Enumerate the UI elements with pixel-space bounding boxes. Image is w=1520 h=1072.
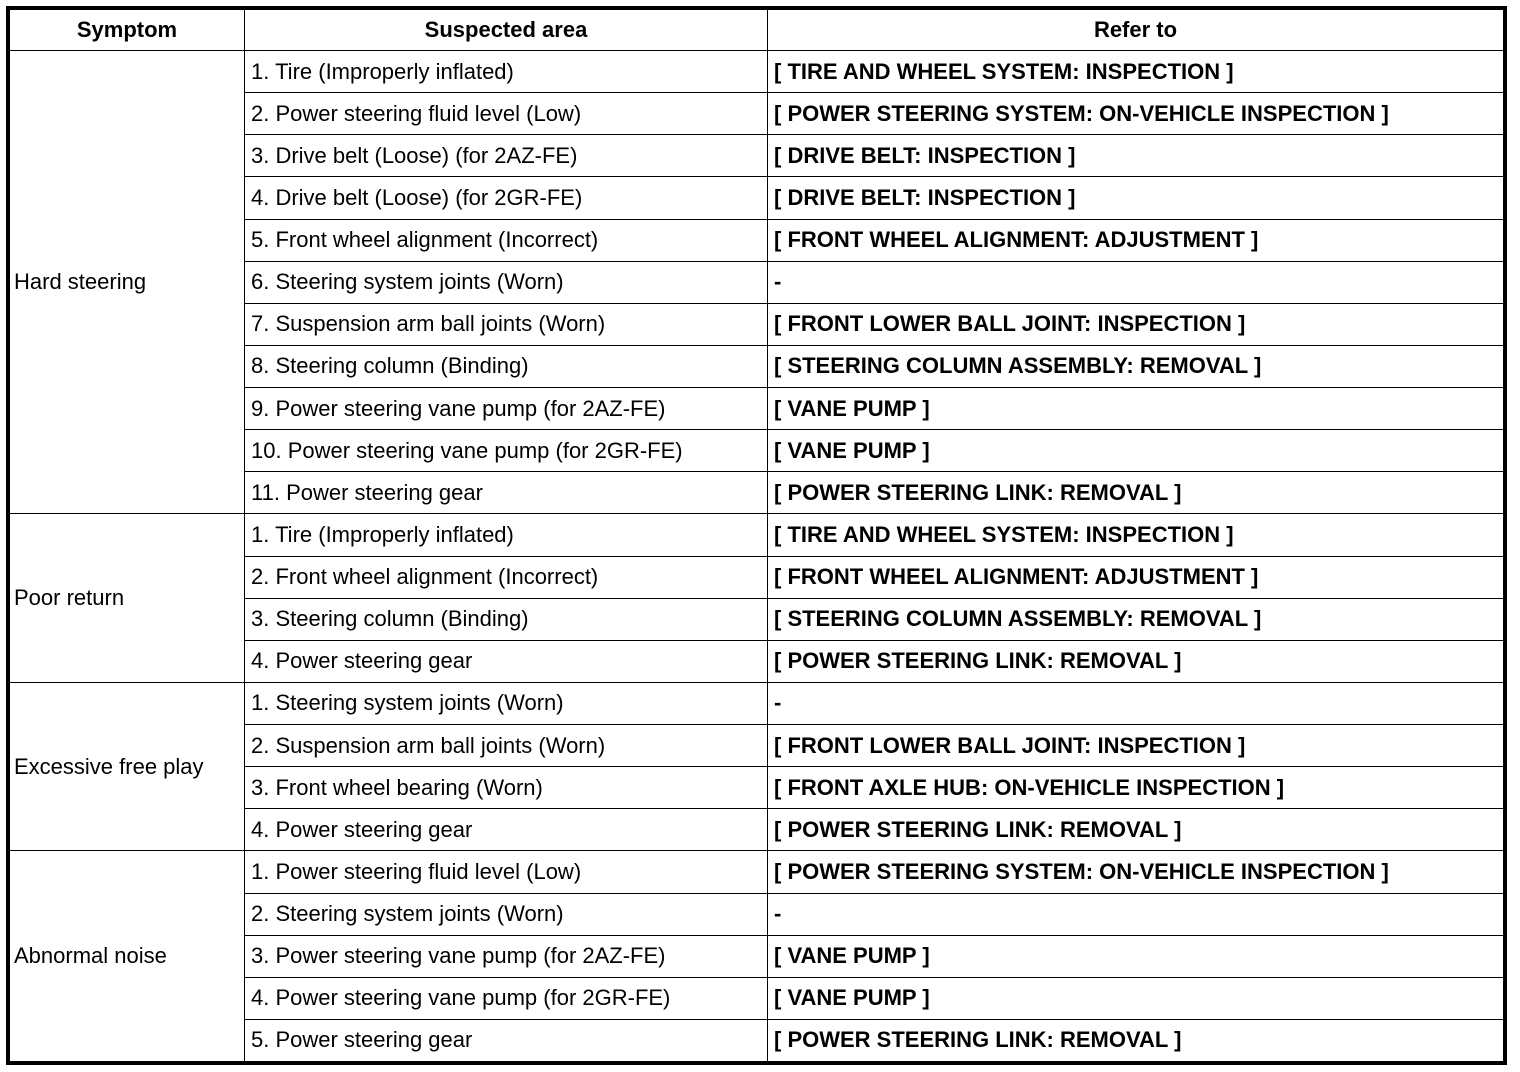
suspected-area-cell: 4. Power steering gear [245,640,768,682]
suspected-area-cell: 3. Steering column (Binding) [245,598,768,640]
table-body [10,51,1504,1062]
suspected-area-cell: 4. Power steering vane pump (for 2GR-FE) [245,977,768,1019]
suspected-area-cell: 4. Power steering gear [245,809,768,851]
suspected-area-cell: 8. Steering column (Binding) [245,345,768,387]
refer-to-cell: [ FRONT AXLE HUB: ON-VEHICLE INSPECTION ] [768,767,1504,809]
refer-to-cell: - [768,893,1504,935]
refer-to-cell: [ DRIVE BELT: INSPECTION ] [768,135,1504,177]
refer-to-cell: [ POWER STEERING LINK: REMOVAL ] [768,1019,1504,1061]
suspected-area-cell: 6. Steering system joints (Worn) [245,261,768,303]
suspected-area-cell: 4. Drive belt (Loose) (for 2GR-FE) [245,177,768,219]
suspected-area-cell: 1. Steering system joints (Worn) [245,682,768,724]
suspected-area-cell: 5. Front wheel alignment (Incorrect) [245,219,768,261]
refer-to-cell: [ STEERING COLUMN ASSEMBLY: REMOVAL ] [768,598,1504,640]
header-suspected-area: Suspected area [245,10,768,51]
suspected-area-cell: 2. Front wheel alignment (Incorrect) [245,556,768,598]
suspected-area-cell: 1. Tire (Improperly inflated) [245,514,768,556]
refer-to-cell: - [768,261,1504,303]
refer-to-cell: [ POWER STEERING LINK: REMOVAL ] [768,640,1504,682]
refer-to-cell: [ VANE PUMP ] [768,430,1504,472]
header-row [10,10,1504,51]
symptom-cell: Poor return [10,514,245,683]
suspected-area-cell: 1. Power steering fluid level (Low) [245,851,768,893]
refer-to-cell: [ FRONT LOWER BALL JOINT: INSPECTION ] [768,725,1504,767]
refer-to-cell: [ POWER STEERING SYSTEM: ON-VEHICLE INSPECTION ] [768,851,1504,893]
header-symptom: Symptom [10,10,245,51]
suspected-area-cell: 2. Power steering fluid level (Low) [245,93,768,135]
suspected-area-cell: 3. Front wheel bearing (Worn) [245,767,768,809]
symptom-cell: Hard steering [10,51,245,514]
refer-to-cell: [ POWER STEERING LINK: REMOVAL ] [768,472,1504,514]
suspected-area-cell: 2. Suspension arm ball joints (Worn) [245,725,768,767]
symptom-cell: Abnormal noise [10,851,245,1062]
troubleshooting-table-frame [6,6,1507,1065]
troubleshooting-table [9,9,1504,1062]
suspected-area-cell: 11. Power steering gear [245,472,768,514]
refer-to-cell: [ VANE PUMP ] [768,935,1504,977]
refer-to-cell: [ FRONT WHEEL ALIGNMENT: ADJUSTMENT ] [768,556,1504,598]
header-refer-to: Refer to [768,10,1504,51]
refer-to-cell: [ FRONT WHEEL ALIGNMENT: ADJUSTMENT ] [768,219,1504,261]
suspected-area-cell: 2. Steering system joints (Worn) [245,893,768,935]
refer-to-cell: [ DRIVE BELT: INSPECTION ] [768,177,1504,219]
symptom-cell: Excessive free play [10,682,245,851]
refer-to-cell: [ POWER STEERING LINK: REMOVAL ] [768,809,1504,851]
table-row [10,514,1504,556]
suspected-area-cell: 10. Power steering vane pump (for 2GR-FE) [245,430,768,472]
refer-to-cell: [ TIRE AND WHEEL SYSTEM: INSPECTION ] [768,51,1504,93]
refer-to-cell: [ POWER STEERING SYSTEM: ON-VEHICLE INSPECTION ] [768,93,1504,135]
suspected-area-cell: 7. Suspension arm ball joints (Worn) [245,303,768,345]
refer-to-cell: [ FRONT LOWER BALL JOINT: INSPECTION ] [768,303,1504,345]
suspected-area-cell: 3. Drive belt (Loose) (for 2AZ-FE) [245,135,768,177]
table-row [10,51,1504,93]
refer-to-cell: [ TIRE AND WHEEL SYSTEM: INSPECTION ] [768,514,1504,556]
refer-to-cell: [ STEERING COLUMN ASSEMBLY: REMOVAL ] [768,345,1504,387]
suspected-area-cell: 5. Power steering gear [245,1019,768,1061]
refer-to-cell: - [768,682,1504,724]
suspected-area-cell: 9. Power steering vane pump (for 2AZ-FE) [245,388,768,430]
suspected-area-cell: 3. Power steering vane pump (for 2AZ-FE) [245,935,768,977]
suspected-area-cell: 1. Tire (Improperly inflated) [245,51,768,93]
table-row [10,682,1504,724]
refer-to-cell: [ VANE PUMP ] [768,977,1504,1019]
refer-to-cell: [ VANE PUMP ] [768,388,1504,430]
table-row [10,851,1504,893]
